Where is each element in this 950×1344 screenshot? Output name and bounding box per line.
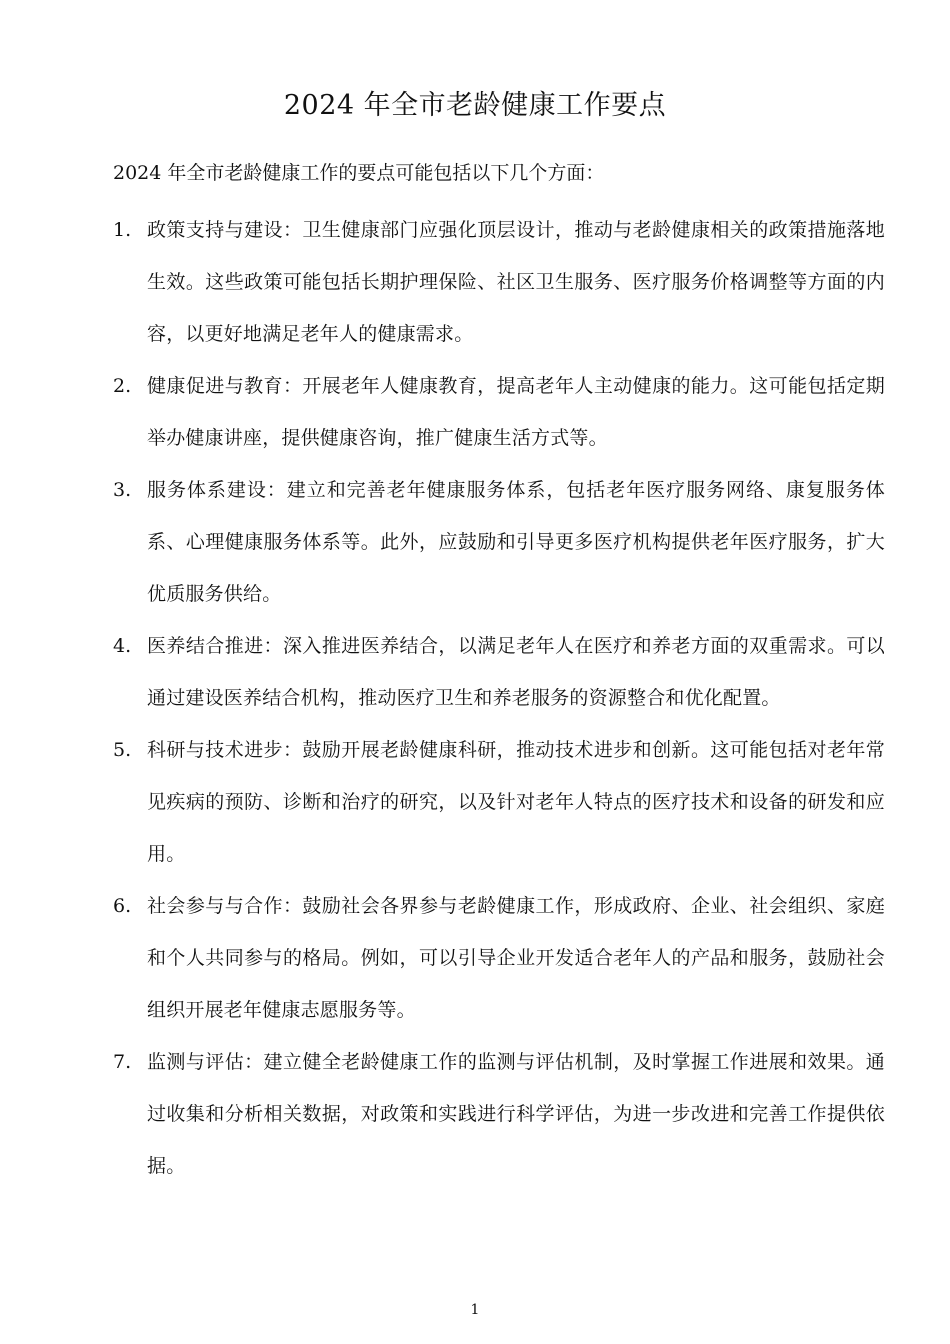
intro-paragraph: 2024 年全市老龄健康工作的要点可能包括以下几个方面：: [113, 162, 605, 184]
list-item: [113, 880, 885, 1036]
list-item: [113, 360, 885, 464]
list-item: [113, 724, 885, 880]
list-item-number: 7.: [113, 1051, 132, 1073]
key-points-list: [113, 204, 885, 1192]
list-item-text: 医养结合推进：深入推进医养结合，以满足老年人在医疗和养老方面的双重需求。可以通过建设医养结合机构，推动医疗卫生和养老服务的资源整合和优化配置。: [147, 635, 885, 709]
list-item-text: 健康促进与教育：开展老年人健康教育，提高老年人主动健康的能力。这可能包括定期举办健康讲座，提供健康咨询，推广健康生活方式等。: [147, 375, 885, 449]
list-item-number: 4.: [113, 635, 132, 657]
document-title: 2024 年全市老龄健康工作要点: [283, 90, 667, 121]
list-item: [113, 1036, 885, 1192]
list-item-number: 1.: [113, 219, 132, 241]
list-item: [113, 620, 885, 724]
list-item: [113, 204, 885, 360]
page-number: 1: [470, 1302, 480, 1318]
list-item-text: 政策支持与建设：卫生健康部门应强化顶层设计，推动与老龄健康相关的政策措施落地生效。这些政策可能包括长期护理保险、社区卫生服务、医疗服务价格调整等方面的内容，以更好地满足老年人的健康需求。: [147, 219, 885, 345]
list-item-number: 5.: [113, 739, 132, 761]
list-item-text: 监测与评估：建立健全老龄健康工作的监测与评估机制，及时掌握工作进展和效果。通过收集和分析相关数据，对政策和实践进行科学评估，为进一步改进和完善工作提供依据。: [147, 1051, 885, 1177]
list-item: [113, 464, 885, 620]
list-item-text: 服务体系建设：建立和完善老年健康服务体系，包括老年医疗服务网络、康复服务体系、心理健康服务体系等。此外，应鼓励和引导更多医疗机构提供老年医疗服务，扩大优质服务供给。: [147, 479, 885, 605]
list-item-number: 3.: [113, 479, 132, 501]
list-item-number: 6.: [113, 895, 132, 917]
list-item-text: 科研与技术进步：鼓励开展老龄健康科研，推动技术进步和创新。这可能包括对老年常见疾病的预防、诊断和治疗的研究，以及针对老年人特点的医疗技术和设备的研发和应用。: [147, 739, 885, 865]
list-item-text: 社会参与与合作：鼓励社会各界参与老龄健康工作，形成政府、企业、社会组织、家庭和个人共同参与的格局。例如，可以引导企业开发适合老年人的产品和服务，鼓励社会组织开展老年健康志愿服务等。: [147, 895, 885, 1021]
list-item-number: 2.: [113, 375, 132, 397]
